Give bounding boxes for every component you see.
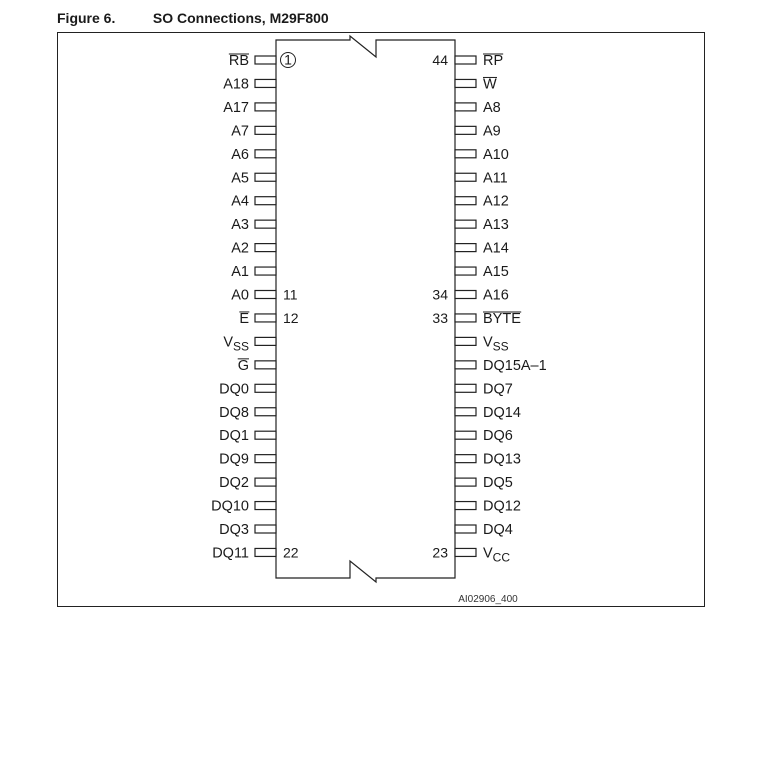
right-pin-24 [455,525,476,533]
left-pin-label-12: E [239,310,249,327]
pin-group [211,52,547,565]
right-pin-25 [455,502,476,510]
left-pin-16 [255,408,276,416]
left-pin-7 [255,197,276,205]
right-pin-27 [455,455,476,463]
right-pin-label-9: A14 [483,240,509,257]
pin-number-12: 12 [283,309,299,326]
pin1-number: 1 [284,51,292,68]
left-pin-22 [255,548,276,556]
right-pin-label-6: A11 [483,170,508,187]
left-pin-label-8: A3 [231,217,249,234]
left-pin-11 [255,291,276,299]
left-pin-label-19: DQ2 [219,475,249,492]
left-pin-4 [255,126,276,134]
left-pin-20 [255,502,276,510]
pin-number-44: 44 [432,52,448,68]
left-pin-label-22: DQ11 [212,545,249,562]
figure-heading [57,10,329,26]
right-pin-32 [455,337,476,345]
right-pin-label-5: A10 [483,146,509,163]
right-pin-label-19: DQ5 [483,475,513,492]
right-pin-label-18: DQ13 [483,451,521,468]
left-pin-13 [255,337,276,345]
right-pin-label-1: RP [483,53,504,69]
figure-reference: AI02906_400 [458,594,518,605]
package-outline [276,36,455,582]
right-pin-23 [455,548,476,556]
figure-frame [57,32,705,607]
right-pin-label-21: DQ4 [483,522,513,538]
right-pin-33 [455,314,476,322]
left-pin-label-18: DQ9 [219,451,249,468]
so-package-diagram [58,33,704,606]
left-pin-label-20: DQ10 [211,498,249,515]
right-pin-label-13: $V_{SS}$ [483,334,509,354]
right-pin-label-8: A13 [483,217,509,234]
left-pin-3 [255,103,276,111]
left-pin-label-5: A6 [231,146,249,163]
left-pin-5 [255,150,276,158]
pin-number-34: 34 [432,286,448,303]
right-pin-26 [455,478,476,486]
right-pin-30 [455,384,476,392]
left-pin-6 [255,173,276,181]
right-pin-34 [455,291,476,299]
right-pin-29 [455,408,476,416]
right-pin-41 [455,126,476,134]
right-pin-35 [455,267,476,275]
left-pin-15 [255,384,276,392]
ic-package [276,36,455,582]
left-pin-14 [255,361,276,369]
left-pin-9 [255,244,276,252]
figure-title: SO Connections, M29F800 [152,10,329,26]
left-pin-label-13: $V_{SS}$ [223,334,249,354]
left-pin-label-3: A17 [223,99,249,116]
left-pin-label-7: A4 [231,193,249,210]
left-pin-8 [255,220,276,228]
left-pin-label-6: A5 [231,170,249,187]
left-pin-label-2: A18 [223,76,249,93]
right-pin-label-22: $V_{CC}$ [483,545,511,565]
right-pin-label-17: DQ6 [483,428,513,445]
right-pin-39 [455,173,476,181]
left-pin-21 [255,525,276,533]
right-pin-label-7: A12 [483,193,509,210]
left-pin-label-1: RB [228,53,249,69]
right-pin-label-11: A16 [483,287,509,304]
right-pin-label-15: DQ7 [483,381,513,398]
right-pin-28 [455,431,476,439]
right-pin-36 [455,244,476,252]
left-pin-label-14: G [237,357,249,374]
left-pin-label-21: DQ3 [219,522,249,538]
figure-number: Figure 6. [57,10,116,26]
left-pin-12 [255,314,276,322]
left-pin-label-10: A1 [231,264,249,281]
right-pin-43 [455,79,476,87]
right-pin-40 [455,150,476,158]
right-pin-label-20: DQ12 [483,498,521,515]
right-pin-42 [455,103,476,111]
left-pin-19 [255,478,276,486]
right-pin-37 [455,220,476,228]
left-pin-18 [255,455,276,463]
right-pin-label-10: A15 [483,264,509,281]
pin-number-33: 33 [432,309,448,326]
right-pin-label-12: BYTE [483,310,521,327]
left-pin-label-16: DQ8 [219,404,249,421]
left-pin-10 [255,267,276,275]
right-pin-44 [455,56,476,64]
left-pin-label-9: A2 [231,240,249,257]
left-pin-label-11: A0 [231,287,249,304]
right-pin-label-4: A9 [483,123,501,140]
right-pin-label-14: DQ15A–1 [483,357,547,374]
right-pin-label-16: DQ14 [483,404,521,421]
right-pin-31 [455,361,476,369]
pin-number-23: 23 [432,544,448,561]
right-pin-38 [455,197,476,205]
left-pin-label-17: DQ1 [219,428,249,445]
left-pin-label-4: A7 [231,123,249,140]
left-pin-label-15: DQ0 [219,381,249,398]
left-pin-1 [255,56,276,64]
left-pin-2 [255,79,276,87]
right-pin-label-3: A8 [483,99,501,116]
pin-number-11: 11 [283,286,298,303]
right-pin-label-2: W [483,76,497,93]
left-pin-17 [255,431,276,439]
pin-number-22: 22 [283,544,299,561]
